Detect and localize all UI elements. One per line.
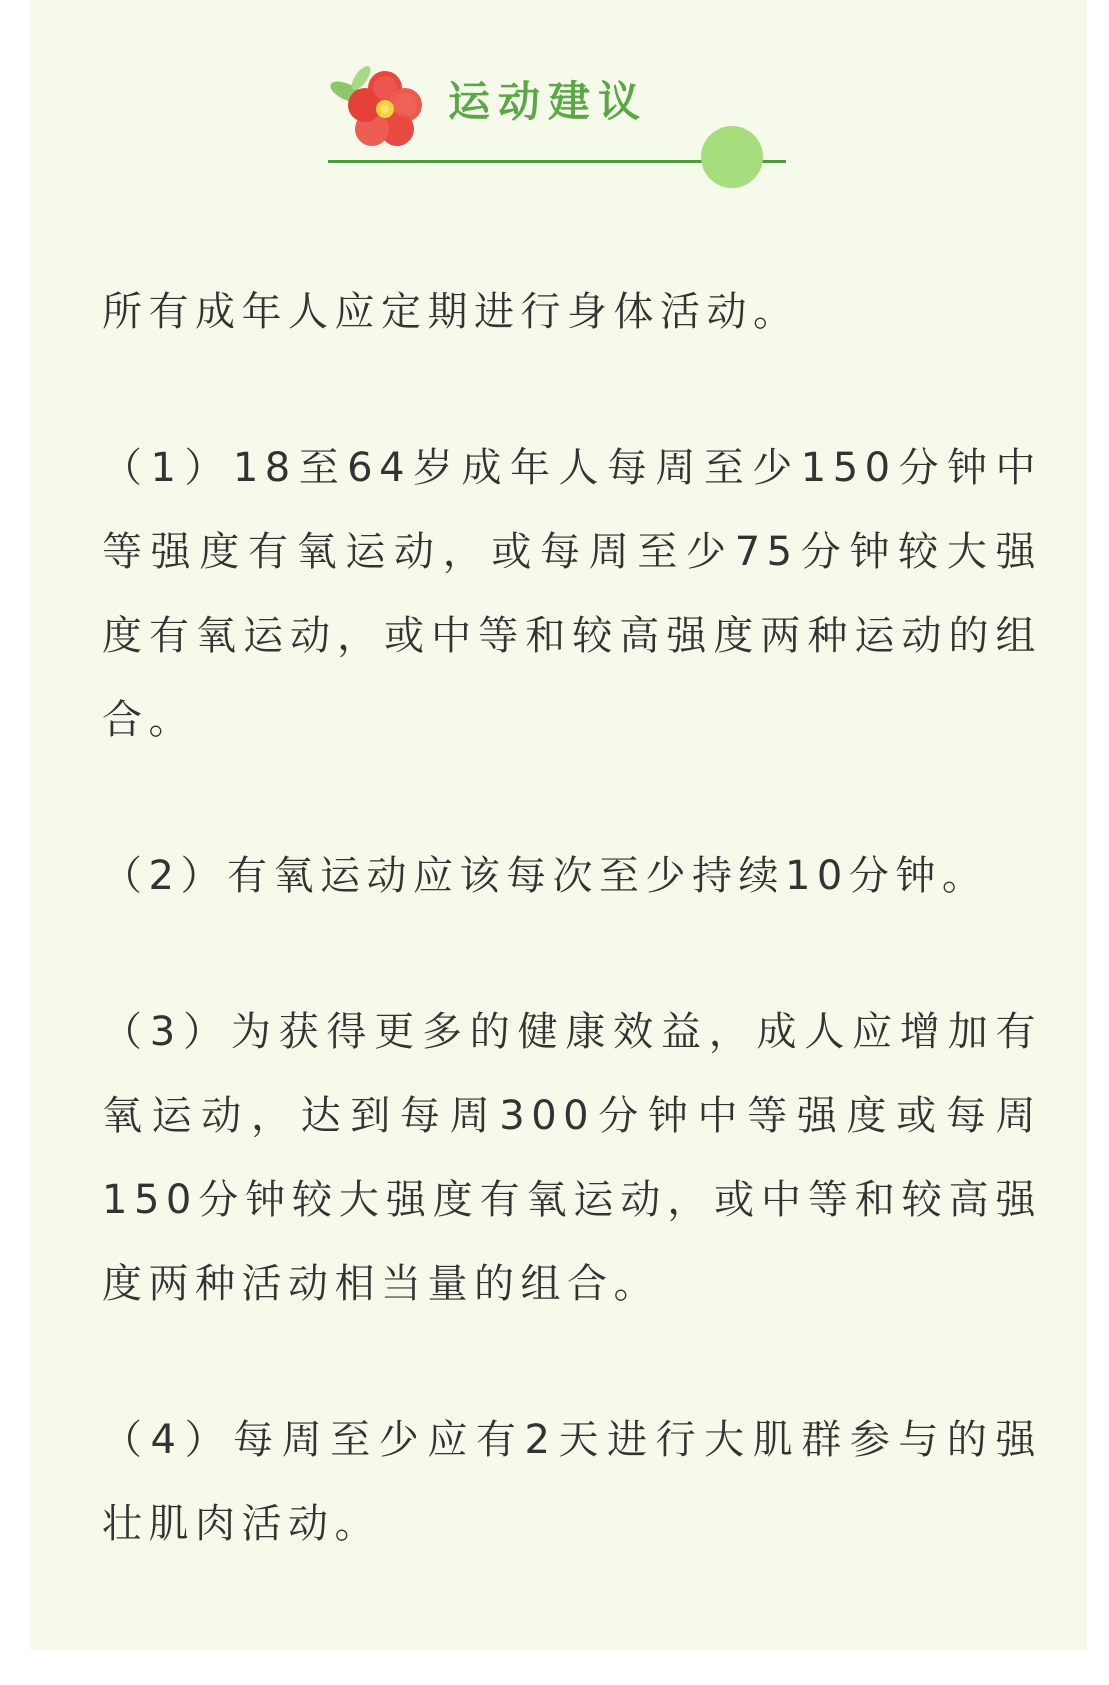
intro-paragraph: 所有成年人应定期进行身体活动。 [102, 289, 800, 335]
section-title: 运动建议 [448, 77, 649, 126]
flower-icon [325, 62, 433, 154]
article-body [102, 270, 1042, 1566]
section-header [30, 0, 1087, 200]
recommendation-2: （2）有氧运动应该每次至少持续10分钟。 [102, 853, 989, 899]
recommendation-4: （4）每周至少应有2天进行大肌群参与的强壮肌肉活动。 [102, 1417, 1042, 1547]
recommendation-1: （1）18至64岁成年人每周至少150分钟中等强度有氧运动，或每周至少75分钟较大强度有氧运动，或中等和较高强度两种运动的组合。 [102, 445, 1042, 743]
content-card [30, 0, 1087, 1650]
decorative-dot [701, 126, 763, 188]
recommendation-3: （3）为获得更多的健康效益，成人应增加有氧运动，达到每周300分钟中等强度或每周150分钟较大强度有氧运动，或中等和较高强度两种活动相当量的组合。 [102, 1009, 1042, 1307]
